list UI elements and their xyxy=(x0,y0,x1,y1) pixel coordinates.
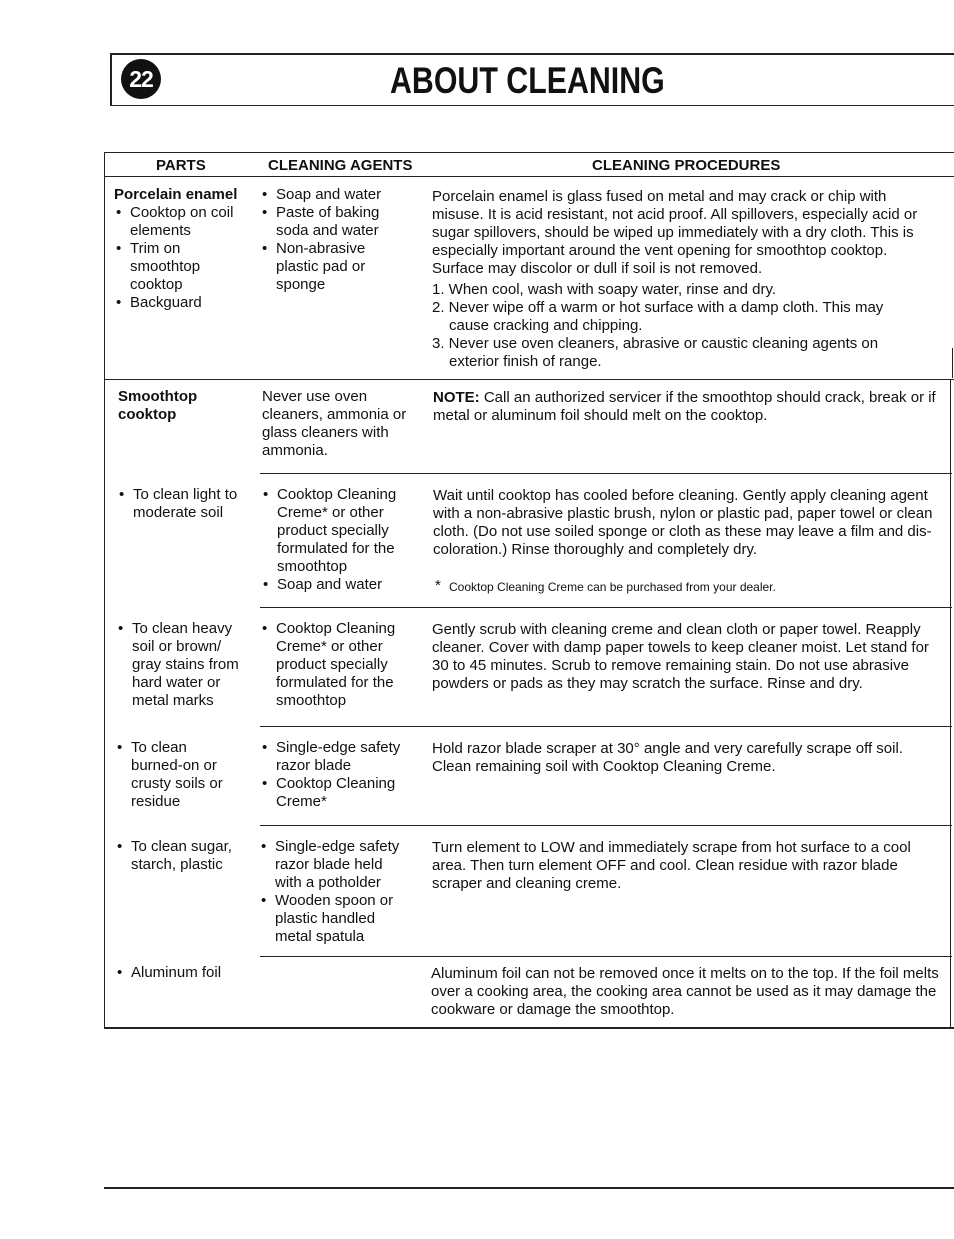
list-item: • Soap and water xyxy=(277,576,396,594)
list-item: elements xyxy=(130,222,191,239)
note-line: metal or aluminum foil should melt on the cooktop. xyxy=(433,407,768,424)
step-line: exterior finish of range. xyxy=(449,353,602,370)
column-header-agents: CLEANING AGENTS xyxy=(268,157,413,174)
right-border-rest xyxy=(950,379,951,1028)
list-item: • Soap and water xyxy=(276,186,381,204)
list-item: product specially xyxy=(276,656,388,673)
list-item: crusty soils or xyxy=(131,775,223,792)
list-item: • Single-edge safety xyxy=(276,739,400,757)
sugar-agents xyxy=(275,838,399,946)
list-item: metal spatula xyxy=(275,928,365,945)
list-item: cleaners, ammonia or xyxy=(262,406,407,423)
smoothtop-note xyxy=(433,389,936,425)
list-item: • Cooktop Cleaning xyxy=(276,775,400,793)
porcelain-part-title: Porcelain enamel xyxy=(114,186,238,203)
list-item: • To clean xyxy=(131,739,223,757)
right-border-porcelain xyxy=(952,348,953,378)
row-divider-light xyxy=(260,607,952,608)
list-item: • Cooktop Cleaning xyxy=(276,620,395,638)
list-item: • To clean light to xyxy=(133,486,237,504)
heavy-agents xyxy=(276,620,395,710)
row-divider-sugar xyxy=(260,956,952,957)
heavy-procedure xyxy=(432,621,929,693)
column-header-parts: PARTS xyxy=(156,157,206,174)
list-item: smoothtop xyxy=(130,258,201,275)
procedure-line: powders or pads as they may scratch the surface. Rinse and dry. xyxy=(432,675,863,692)
procedure-line: area. Then turn element OFF and cool. Clean residue with razor blade xyxy=(432,857,898,874)
porcelain-steps xyxy=(432,281,883,371)
list-item: smoothtop xyxy=(277,558,348,575)
smoothtop-part-title xyxy=(118,388,197,424)
sugar-procedure xyxy=(432,839,911,893)
porcelain-agents-list xyxy=(276,186,381,294)
procedure-line: 30 to 45 minutes. Scrub to remove remaining stain. Do not use abrasive xyxy=(432,657,909,674)
footer-rule xyxy=(104,1187,954,1189)
foil-parts xyxy=(131,964,221,982)
list-item: Never use oven xyxy=(262,388,368,405)
step-line: 1. When cool, wash with soapy water, rinse and dry. xyxy=(432,281,777,298)
light-parts xyxy=(133,486,237,522)
note-text: Call an authorized servicer if the smoothtop should crack, break or if xyxy=(483,389,936,406)
note-line xyxy=(433,389,936,407)
step-line: cause cracking and chipping. xyxy=(449,317,643,334)
list-item: • Single-edge safety xyxy=(275,838,399,856)
list-item: formulated for the xyxy=(276,674,394,691)
list-item: • Aluminum foil xyxy=(131,964,221,982)
list-item: • Backguard xyxy=(130,294,233,312)
list-item: residue xyxy=(131,793,181,810)
list-item: soil or brown/ xyxy=(132,638,222,655)
list-item: burned-on or xyxy=(131,757,217,774)
procedure-line: Surface may discolor or dull if soil is not removed. xyxy=(432,260,763,277)
list-item: Creme* or other xyxy=(277,504,384,521)
note-label: NOTE: xyxy=(433,389,480,406)
page-number-badge: 22 xyxy=(121,59,161,99)
list-item: metal marks xyxy=(132,692,214,709)
list-item: • To clean sugar, xyxy=(131,838,232,856)
procedure-line: over a cooking area, the cooking area cannot be used as it may damage the xyxy=(431,983,937,1000)
procedure-line: coloration.) Rinse thoroughly and completely dry. xyxy=(433,541,758,558)
procedure-line: Clean remaining soil with Cooktop Cleaning Creme. xyxy=(432,758,776,775)
list-item: soda and water xyxy=(276,222,379,239)
list-item: moderate soil xyxy=(133,504,224,521)
foil-procedure xyxy=(431,965,939,1019)
procedure-line: with a non-abrasive plastic brush, nylon or plastic pad, paper towel or clean xyxy=(433,505,933,522)
list-item: smoothtop xyxy=(276,692,347,709)
light-agents xyxy=(277,486,396,594)
page-title: ABOUT CLEANING xyxy=(390,60,665,101)
heavy-parts xyxy=(132,620,239,710)
row-divider-smoothtop xyxy=(260,473,952,474)
list-item: • To clean heavy xyxy=(132,620,239,638)
list-item: • Non-abrasive xyxy=(276,240,381,258)
list-item: razor blade xyxy=(276,757,352,774)
procedure-line: Porcelain enamel is glass fused on metal and may crack or chip with xyxy=(432,188,887,205)
list-item: • Paste of baking xyxy=(276,204,381,222)
list-item: • Wooden spoon or xyxy=(275,892,399,910)
row-divider-heavy xyxy=(260,726,952,727)
procedure-line: Turn element to LOW and immediately scrape from hot surface to a cool xyxy=(432,839,911,856)
list-item: glass cleaners with xyxy=(262,424,389,441)
column-header-procedures: CLEANING PROCEDURES xyxy=(592,157,781,174)
light-footnote-star: * xyxy=(435,577,441,594)
procedure-line: Aluminum foil can not be removed once it melts on to the top. If the foil melts xyxy=(431,965,939,982)
sugar-parts xyxy=(131,838,232,874)
list-item: formulated for the xyxy=(277,540,395,557)
list-item: sponge xyxy=(276,276,326,293)
porcelain-procedure xyxy=(432,188,917,278)
list-item: cooktop xyxy=(130,276,183,293)
procedure-line: cleaner. Cover with damp paper towels to keep cleaner moist. Let stand for xyxy=(432,639,929,656)
procedure-line: cloth. (Do not use soiled sponge or cloth as these may leave a film and dis- xyxy=(433,523,932,540)
smoothtop-title-line: Smoothtop xyxy=(118,388,198,405)
list-item: • Trim on xyxy=(130,240,233,258)
list-item: • Cooktop on coil xyxy=(130,204,233,222)
procedure-line: sugar spillovers, should be wiped up immediately with a dry cloth. This is xyxy=(432,224,914,241)
procedure-line: cookware or damage the smoothtop. xyxy=(431,1001,675,1018)
light-procedure xyxy=(433,487,932,559)
row-divider-burned xyxy=(260,825,952,826)
procedure-line: Hold razor blade scraper at 30° angle and very carefully scrape off soil. xyxy=(432,740,903,757)
burned-parts xyxy=(131,739,223,811)
header-divider xyxy=(104,176,954,177)
list-item: • Cooktop Cleaning xyxy=(277,486,396,504)
list-item: product specially xyxy=(277,522,389,539)
list-item: gray stains from xyxy=(132,656,239,673)
list-item: plastic handled xyxy=(275,910,376,927)
smoothtop-agents xyxy=(262,388,406,460)
list-item: starch, plastic xyxy=(131,856,223,873)
light-footnote: Cooktop Cleaning Creme can be purchased from your dealer. xyxy=(449,580,776,594)
row-divider-porcelain xyxy=(104,379,954,380)
list-item: with a potholder xyxy=(275,874,381,891)
list-item: razor blade held xyxy=(275,856,383,873)
step-line: 3. Never use oven cleaners, abrasive or caustic cleaning agents on xyxy=(432,335,879,352)
burned-agents xyxy=(276,739,400,811)
procedure-line: especially important around the vent opening for smoothtop cooktop. xyxy=(432,242,888,259)
smoothtop-title-line: cooktop xyxy=(118,406,177,423)
step-line: 2. Never wipe off a warm or hot surface with a damp cloth. This may xyxy=(432,299,884,316)
porcelain-parts-list xyxy=(130,204,233,312)
list-item: plastic pad or xyxy=(276,258,366,275)
procedure-line: misuse. It is acid resistant, not acid proof. All spillovers, especially acid or xyxy=(432,206,918,223)
procedure-line: scraper and cleaning creme. xyxy=(432,875,622,892)
list-item: Creme* or other xyxy=(276,638,383,655)
procedure-line: Gently scrub with cleaning creme and clean cloth or paper towel. Reapply xyxy=(432,621,921,638)
list-item: ammonia. xyxy=(262,442,328,459)
burned-procedure xyxy=(432,740,903,776)
list-item: hard water or xyxy=(132,674,221,691)
list-item: Creme* xyxy=(276,793,327,810)
procedure-line: Wait until cooktop has cooled before cleaning. Gently apply cleaning agent xyxy=(433,487,928,504)
